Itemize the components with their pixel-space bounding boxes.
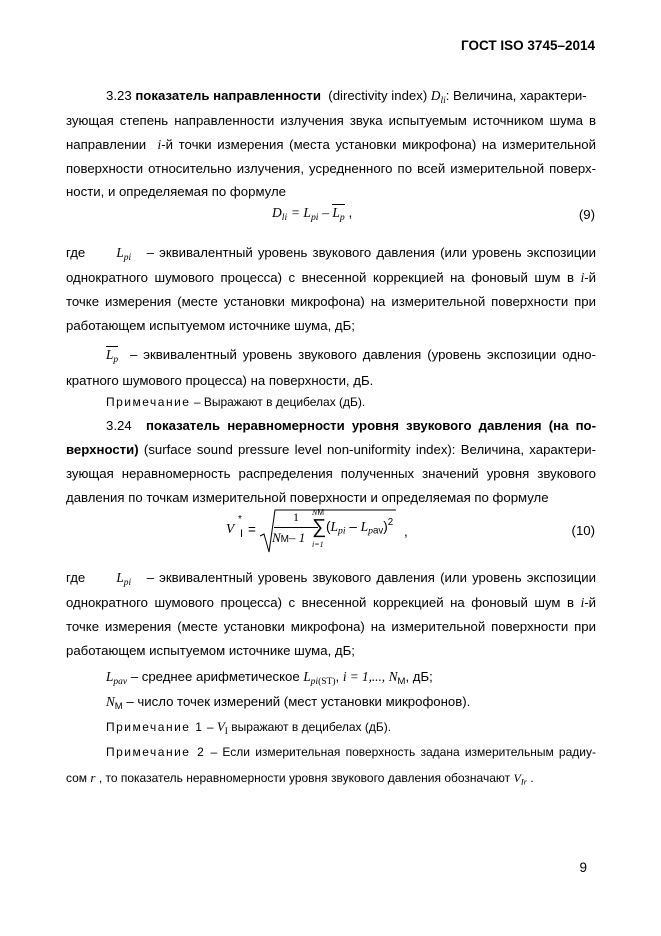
where-2-line2: однократного шумового процесса) с внесенной коррекцией на фоновый шум в i-й (66, 595, 596, 610)
term-directivity-index: показатель направленности (135, 88, 321, 103)
section-3-24: 3.24 показатель неравномерности уровня звукового давления (на по- (106, 418, 597, 433)
note-3-line2: сом r , то показатель неравномерности уровня звукового давления обозначают $V_{Ir}$ . (66, 770, 534, 787)
equation-number-10: (10) (571, 523, 595, 538)
s323-line3: направлении i-й точки измерения (места установки микрофона) на измерительной (66, 137, 597, 152)
lp-definition-line1: $L_p$ – эквивалентный уровень звукового давления (уровень экспозиции одно- (106, 347, 596, 365)
v-symbol: V (226, 521, 235, 536)
where-2-line4: работающем испытуемом источнике шума, дБ; (66, 643, 355, 658)
where-1-line4: работающем испытуемом источнике шума, дБ; (66, 318, 355, 333)
term-english: (directivity index) (328, 88, 428, 103)
where-1-line3: точке измерения (месте установки микрофона) на измерительной поверхности при (66, 294, 596, 309)
formula-9: $D_{li} = L_{pi} - L_p$ , (272, 205, 353, 223)
lpav-definition: $L_{pav}$ – среднее арифметическое $L_{pi(ST)}$, i = 1,..., $N_M$, дБ; (106, 669, 433, 687)
document-header: ГОСТ ISO 3745–2014 (461, 38, 595, 53)
s324-line4: давления по точкам измерительной поверхности и определяемая по формуле (66, 490, 549, 505)
formula-10: V * I = 1 NM– 1 NM ∑ i=1 $(L_{pi} - L_{pav})^2$ , (226, 508, 426, 554)
where-2-line3: точке измерения (месте установки микрофона) на измерительной поверхности при (66, 619, 596, 634)
s324-line2: верхности) (surface sound pressure level non-uniformity index): Величина, характери- (66, 442, 596, 457)
s324-line3: зующая неравномерность распределения полученных значений уровня звукового (66, 466, 596, 481)
note-2: Примечание $1 - V_I$ выражают в децибелах (дБ). (106, 719, 392, 737)
lp-definition-line2: кратного шумового процесса) на поверхности, дБ. (66, 373, 374, 388)
s323-line5: ности, и определяемая по формуле (66, 184, 287, 199)
page-number: 9 (579, 860, 587, 875)
symbol-d: $D_{li}$ (430, 88, 446, 106)
note-3-line1: Примечание 2 – Если измерительная поверхность задана измерительным радиу- (106, 745, 596, 759)
where-2-line1: где $L_{pi}$ – эквивалентный уровень звукового давления (или уровень экспозиции (66, 570, 597, 588)
where-1-line2: однократного шумового процесса) с внесенной коррекцией на фоновый шум в i-й (66, 270, 596, 285)
nm-definition: $N_M$ – число точек измерений (мест установки микрофонов). (106, 694, 471, 712)
where-1-line1: где $L_{pi}$ – эквивалентный уровень звукового давления (или уровень экспозиции (66, 245, 597, 263)
clause-number: 3.23 (106, 88, 132, 103)
equation-number-9: (9) (578, 207, 595, 222)
sum-sign: ∑ (312, 516, 327, 538)
definition-start: : Величина, характери- (445, 88, 587, 103)
s323-line2: зующая степень направленности излучения звука испытуемым источником шума в (66, 113, 596, 128)
s323-line4: поверхности относительно излучения, усредненного по всей измерительной поверх- (66, 161, 596, 176)
note-1: Примечание – Выражают в децибелах (дБ). (106, 395, 366, 409)
